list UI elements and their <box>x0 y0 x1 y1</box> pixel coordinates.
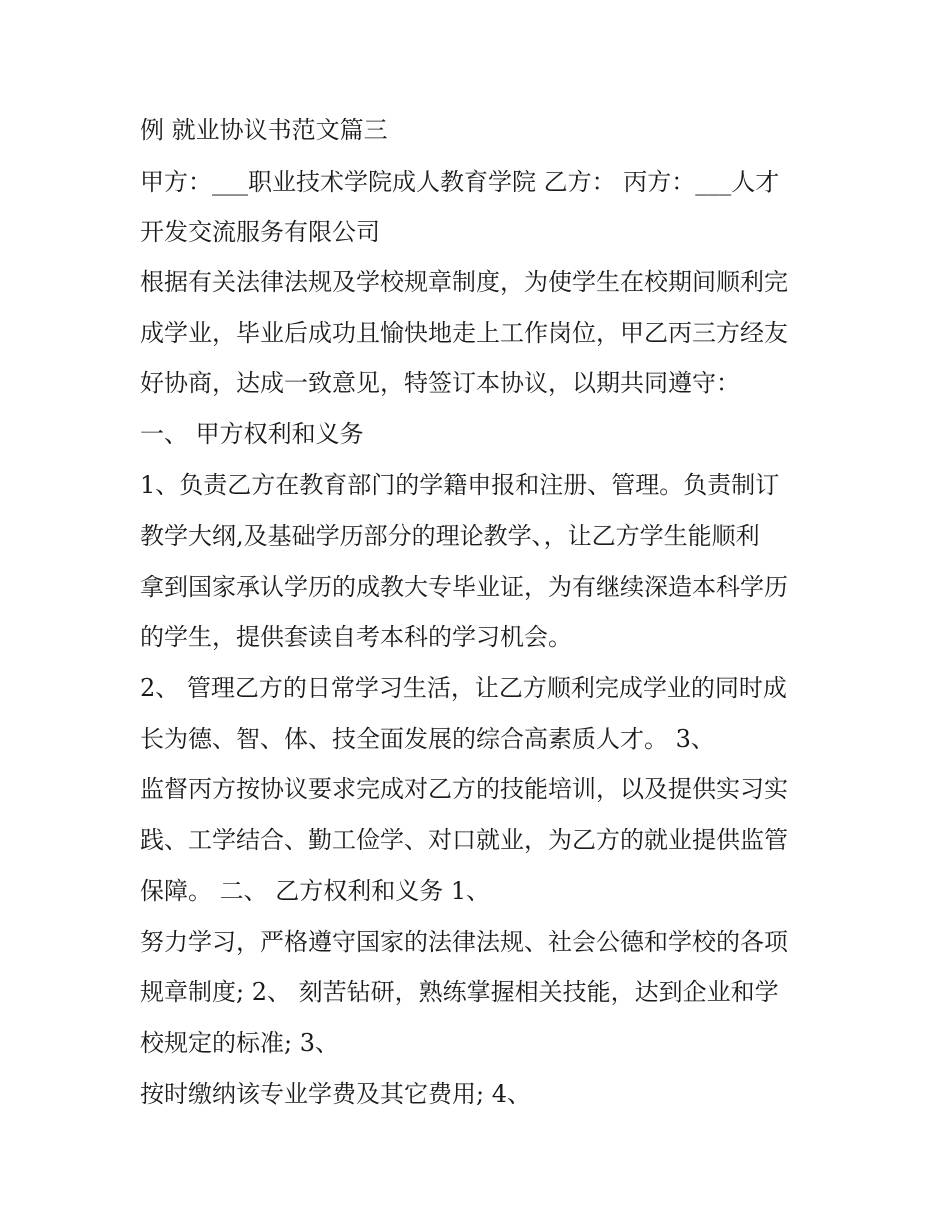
text-line: 根据有关法律法规及学校规章制度，为使学生在校期间顺利完 <box>140 268 788 296</box>
text-line: 教学大纲,及基础学历部分的理论教学、，让乙方学生能顺利 <box>140 522 760 550</box>
text-line: 拿到国家承认学历的成教大专毕业证，为有继续深造本科学历 <box>140 573 788 601</box>
text-line: 努力学习，严格遵守国家的法律法规、社会公德和学校的各项 <box>140 928 788 956</box>
text-line: 长为德、智、体、技全面发展的综合高素质人才。 3、 <box>140 725 715 753</box>
text-line: 成学业，毕业后成功且愉快地走上工作岗位，甲乙丙三方经友 <box>140 319 788 347</box>
text-line: 校规定的标准; 3、 <box>140 1029 339 1057</box>
text-line: 保障。 二、 乙方权利和义务 1、 <box>140 877 491 905</box>
text-line: 2、 管理乙方的日常学习生活，让乙方顺利完成学业的同时成 <box>140 674 787 702</box>
text-line: 规章制度; 2、 刻苦钻研，熟练掌握相关技能，达到企业和学 <box>140 978 779 1006</box>
section-heading: 一、 甲方权利和义务 <box>140 420 364 448</box>
document-title: 例 就业协议书范文篇三 <box>140 116 388 144</box>
text-line: 好协商，达成一致意见，特签订本协议，以期共同遵守： <box>140 369 740 397</box>
text-line: 甲方：___职业技术学院成人教育学院 乙方： 丙方：___人才 <box>140 168 780 196</box>
text-line: 的学生，提供套读自考本科的学习机会。 <box>140 623 572 651</box>
text-line: 按时缴纳该专业学费及其它费用; 4、 <box>140 1080 531 1108</box>
text-line: 监督丙方按协议要求完成对乙方的技能培训，以及提供实习实 <box>140 775 788 803</box>
text-line: 践、工学结合、勤工俭学、对口就业，为乙方的就业提供监管 <box>140 826 788 854</box>
text-line: 1、负责乙方在教育部门的学籍申报和注册、管理。负责制订 <box>140 471 780 499</box>
text-line: 开发交流服务有限公司 <box>140 218 380 246</box>
